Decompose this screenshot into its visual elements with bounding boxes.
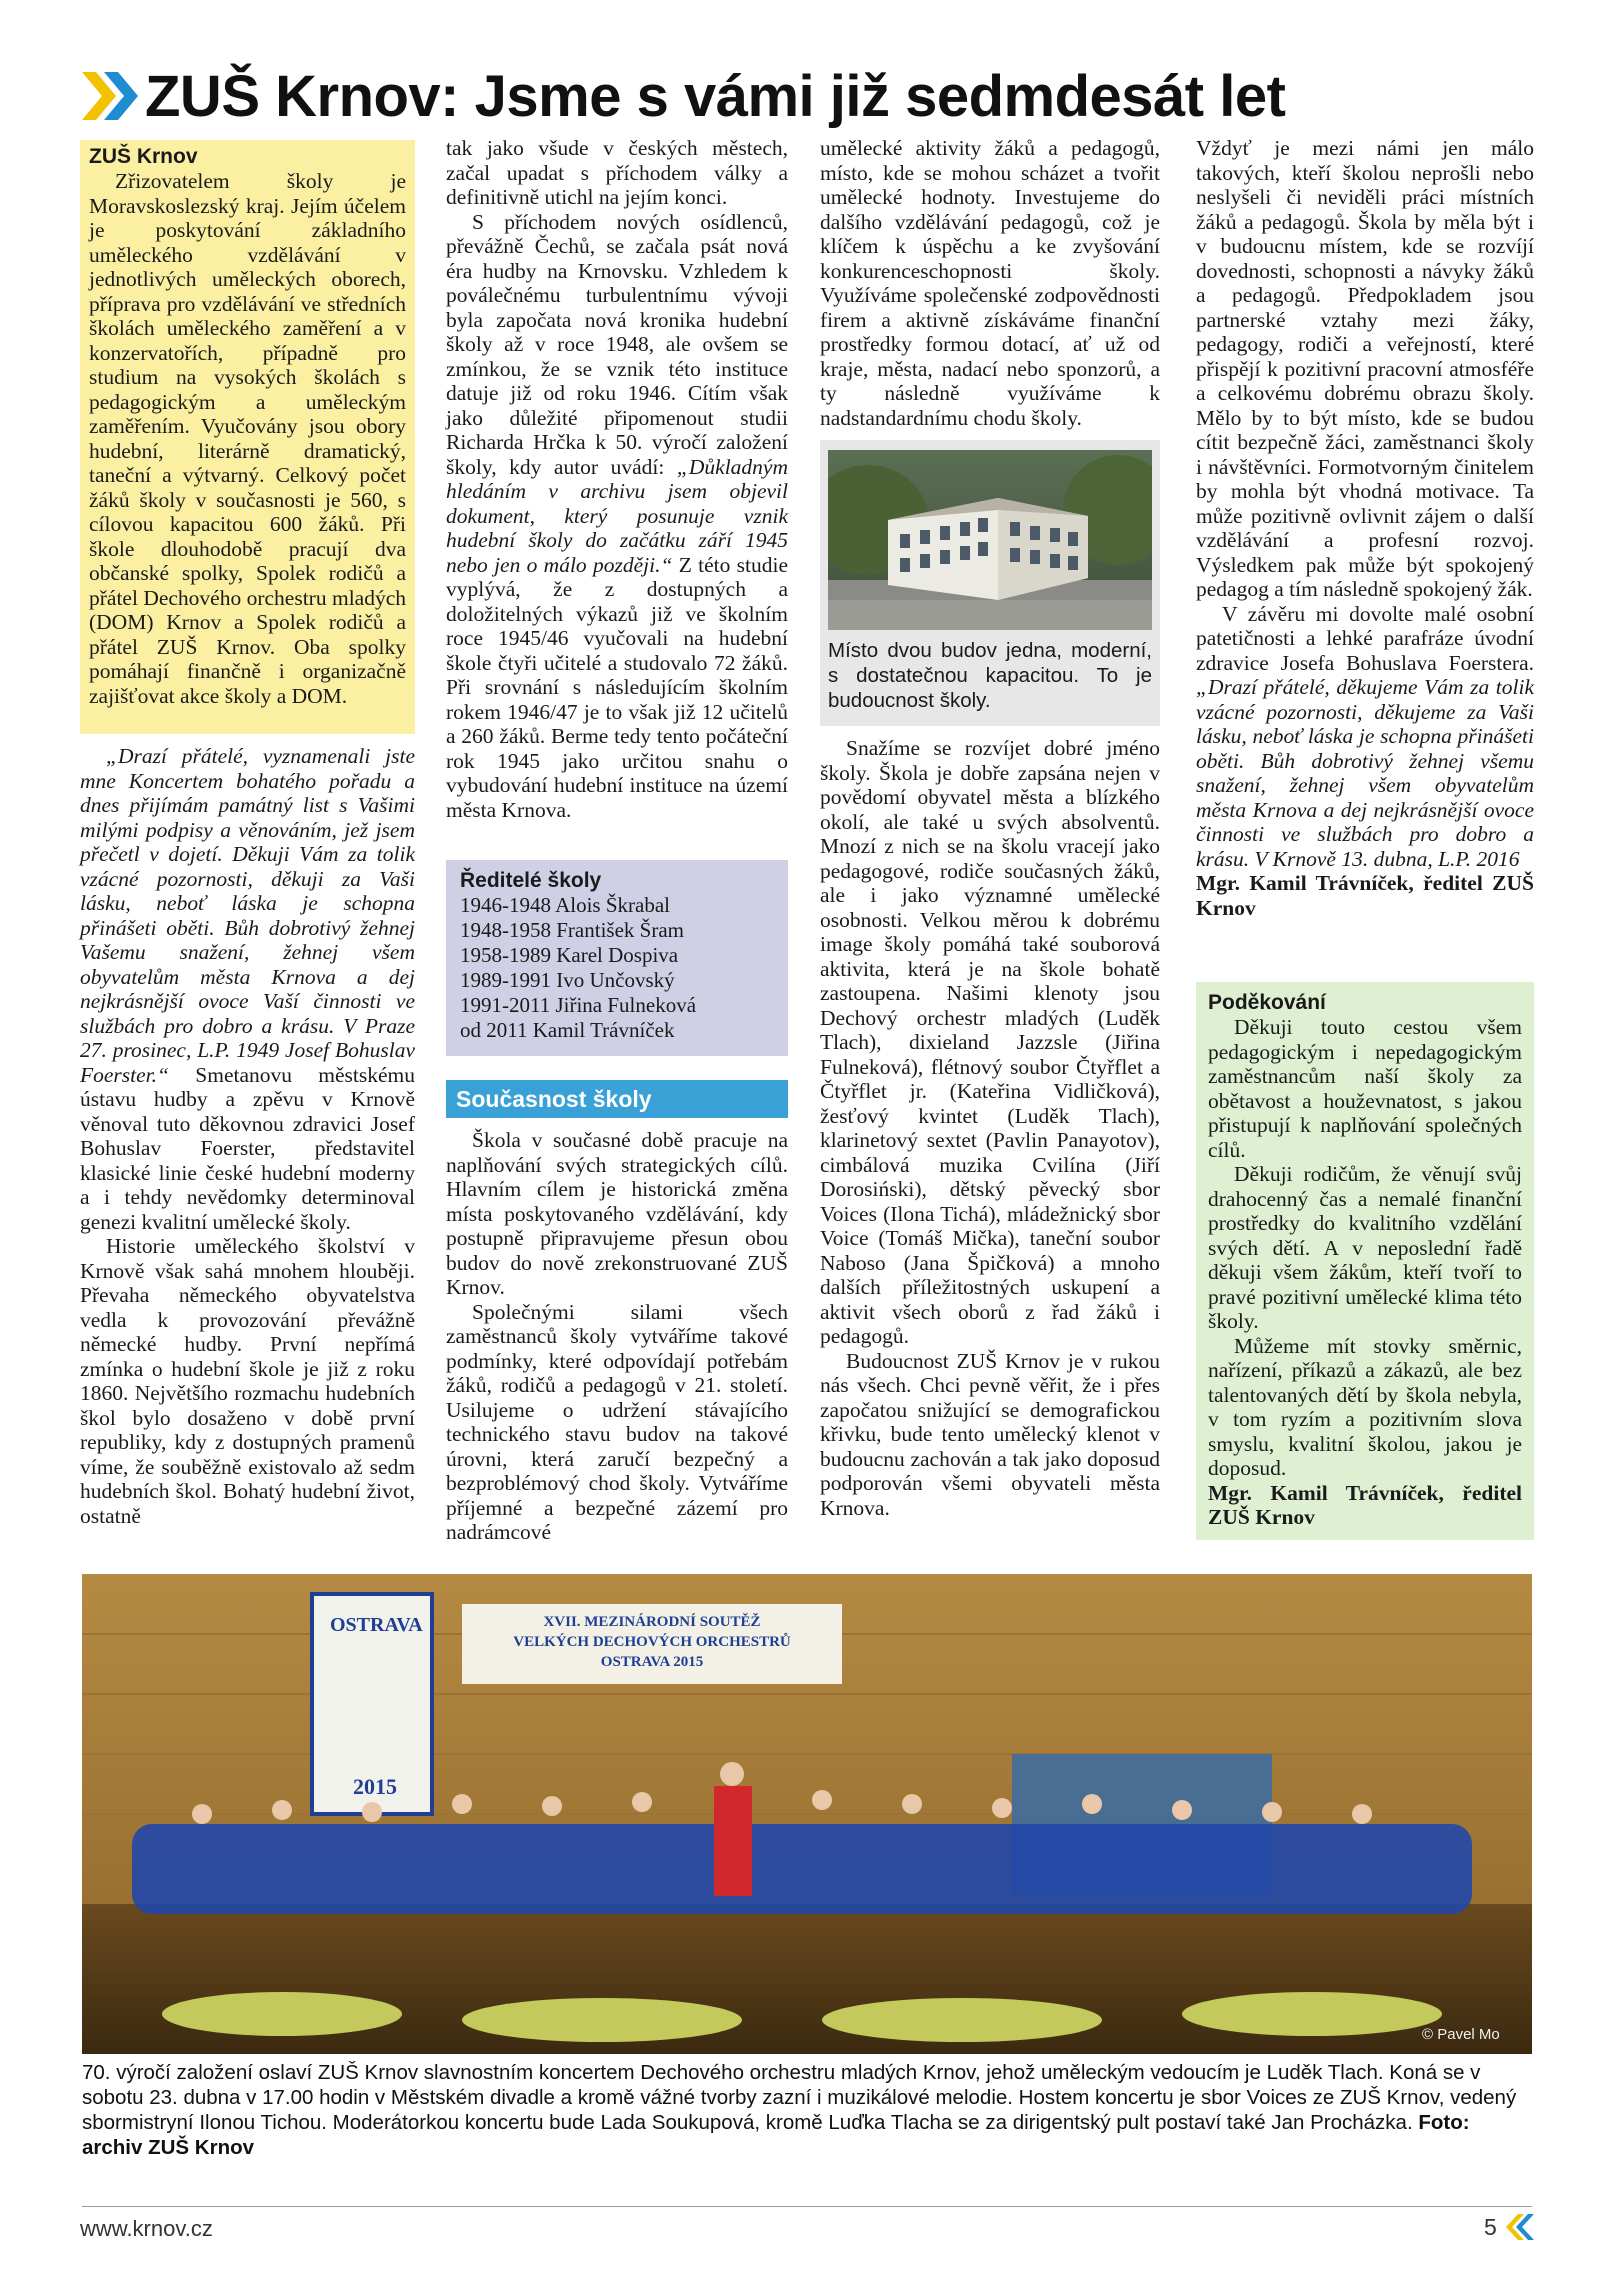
- footer-divider: [82, 2206, 1532, 2207]
- page-title: ZUŠ Krnov: Jsme s vámi již sedmdesát let: [145, 64, 1286, 129]
- col3-paragraph-1: Snažíme se rozvíjet dobré jméno školy. Škola je dobře zapsána nejen v povědomí obyvatel města a blízkého okolí, ale také u svých absolventů. Mnozí z nich se na školu vracejí jako pedagogové, rodiče současných žáků, ale i jako významné umělecké osobnosti. Velkou měrou k dobrému image školy pomáhá také souborová aktivita, která je na škole bohatě zastoupena. Našimi klenoty jsou Dechový orchestr mladých (Luděk Tlach), dixieland Jazzsle (Jiřina Fulneková), flétnový soubor Čtyřflet a Čtyřflet jr. (Kateřina Vidličková), žesťový kvintet (Luděk Tlach), klarinetový sextet (Pavlin Panayotov), cimbálová muzika Cvilína (Jiří Dorosiński), dětský pěvecký sbor Voices (Ilona Tichá), mládežnický sbor Voice (Tomáš Mička), taneční soubor Naboso (Jana Špičková) a mnoho dalších příležitostných uskupení a aktivit všech oborů z řad žáků i pedagogů.: [820, 736, 1160, 1348]
- photo-caption: Místo dvou budov jedna, moderní, s dostatečnou kapacitou. To je budoucnost školy.: [828, 639, 1152, 712]
- col4-paragraph-1: V závěru mi dovolte malé osobní patetičnosti a lehké parafráze úvodní zdravice Josefa Bohuslava Foerstera.: [1196, 601, 1534, 675]
- col3-paragraph-2: Budoucnost ZUŠ Krnov je v rukou nás všech. Chci pevně věřit, že i přes započatou snižující se demografickou křivku, bude tento umělecký klenot v budoucnu zachován a tak jako doposud podporován všemi obyvateli města Krnova.: [820, 1348, 1160, 1520]
- thanks-paragraph: Můžeme mít stovky směrnic, nařízení, příkazů a zákazů, ale bez talentovaných dětí by škola nebyla, v tom ryzím a pozitivním slova smyslu, kvalitní školou, jakou je doposud.: [1208, 1333, 1522, 1480]
- orchestra-photo: [82, 1574, 1532, 2054]
- photo-credit-watermark: © Pavel Mo: [1422, 2026, 1500, 2043]
- festival-logo-bottom: 2015: [353, 1774, 397, 1799]
- thanks-box: [1196, 982, 1534, 1540]
- col1-paragraph-1: Smetanovu městskému ústavu hudby a zpěvu v Krnově věnoval tuto děkovnou zdravici Josef Bohuslav Foerster, představitel klasické linie české hudební moderny a i tehdy nevědomky determinoval genezi kvalitní umělecké školy.: [80, 1062, 415, 1234]
- column-1: [80, 744, 415, 1528]
- thanks-paragraph: Děkuji rodičům, že věnují svůj drahocenný čas a nemalé finanční prostředky do kvalitního vzdělání svých dětí. A v neposlední řadě děkuji všem žákům, kteří tvoří to pravé pozitivní umělecké klima této školy.: [1208, 1162, 1522, 1333]
- column-4: [1196, 136, 1534, 920]
- section-banner-current: Současnost školy: [446, 1080, 788, 1118]
- foerster-quote: „Drazí přátelé, vyznamenali jste mne Koncertem bohatého pořadu a dnes přijímám památný list s Vašimi milými podpisy a věnováním, jež jsem přečetl v dojetí. Děkuji Vám za tolik vzácné pozornosti, děkuji za Vaši lásku, neboť láska je schopna přinášeti oběti. Bůh dobrotivý žehnej Vašemu snažení, žehnej všem obyvatelům města Krnova a dej nejkrásnější ovoce Vaší činnosti ve službách pro dobro a krásu. V Praze 27. prosinec, L.P. 1949 Josef Bohuslav Foerster.“: [80, 744, 415, 1087]
- director-item: 1948-1958 František Šram: [460, 918, 684, 942]
- col2-paragraph-1a: S příchodem nových osídlenců, převážně Čechů, se začala psát nová éra hudby na Krnovsku. Vzhledem k poválečnému turbulentnímu vývoji byla započata nová kronika hudební školy až v roce 1948, ale ovšem se zmínkou, že se vznik této instituce datuje již od roku 1946. Cítím však jako důležité připomenout studii Richarda Hrčka k 50. výročí založení školy, kdy autor uvádí:: [446, 209, 788, 479]
- building-rendering-image: [828, 450, 1152, 630]
- sign-line: XVII. MEZINÁRODNÍ SOUTĚŽ: [543, 1614, 761, 1630]
- director-item: od 2011 Kamil Trávníček: [460, 1018, 675, 1042]
- director-item: 1989-1991 Ivo Unčovský: [460, 968, 675, 992]
- column-3: [820, 136, 1160, 430]
- info-box-heading: ZUŠ Krnov: [89, 145, 198, 168]
- director-item: 1958-1989 Karel Dospiva: [460, 943, 679, 967]
- hrcek-quote: „Důkladným hledáním v archivu jsem objevil dokument, který posunuje vznik hudební školy do začátku září 1945 nebo jen o málo později.“: [446, 454, 788, 577]
- bottom-photo-caption: 70. výročí založení oslaví ZUŠ Krnov slavnostním koncertem Dechového orchestru mladých Krnov, jehož uměleckým vedoucím je Luděk Tlach. Koná se v sobotu 23. dubna v 17.00 hodin v Městském divadle a kromě vážné tvorby zazní i muzikálové melodie. Hostem koncertu je sbor Voices ze ZUŠ Krnov, vedený sbormistryní Ilonou Tichou. Moderátorkou koncertu bude Lada Soukupová, kromě Luďka Tlacha se za dirigentský pult postaví také Jan Procházka. Foto: archiv ZUŠ Krnov: [82, 2061, 1517, 2159]
- closing-quote: „Drazí přátelé, děkujeme Vám za tolik vzácné pozornosti, děkujeme za Vaši lásku, neboť láska je schopna přinášeti oběti. Bůh dobrotivý žehnej všemu snažení, žehnej všem obyvatelům města Krnova a dej nejkrásnější ovoce činnosti ve službách pro dobro a krásu. V Krnově 13. dubna, L.P. 2016: [1196, 675, 1534, 871]
- caption-credit: Foto: archiv ZUŠ Krnov: [82, 2111, 1470, 2159]
- directors-box: [446, 860, 788, 1056]
- col2-paragraph-0: tak jako všude v českých městech, začal upadat s příchodem války a definitivně utichl na jejím konci.: [446, 136, 788, 209]
- sign-line: OSTRAVA 2015: [600, 1654, 704, 1670]
- col2-paragraph-2: Škola v současné době pracuje na naplňování svých strategických cílů. Hlavním cílem je historická změna místa poskytovaného vzdělávání, kdy postupně připravujeme přesun obou budov do nově zrekonstruované ZUŠ Krnov.: [446, 1128, 788, 1299]
- col1-paragraph-2: Historie uměleckého školství v Krnově však sahá mnohem hlouběji. Převaha německého obyvatelstva vedla k provozování převážně německé hudby. První nepřímá zmínka o hudební škole je již z roku 1860. Největšího rozmachu hudebních škol bylo dosaženo v době první republiky, kdy z dostupných pramenů víme, že souběžně existovalo až sedm hudebních škol. Bohatý hudební život, ostatně: [80, 1234, 415, 1528]
- column-3-lower: [820, 736, 1160, 1520]
- double-chevron-right-icon: [82, 72, 140, 120]
- building-photo-frame: [820, 440, 1160, 726]
- thanks-signature: Mgr. Kamil Trávníček, ředitel ZUŠ Krnov: [1208, 1480, 1522, 1529]
- thanks-paragraph: Děkuji touto cestou všem pedagogickým i nepedagogickým zaměstnancům naší školy za obětavost a houževnatost, s jakou přistupují k naplňování společných cílů.: [1208, 1015, 1522, 1162]
- info-box-zus-krnov: [80, 140, 415, 734]
- info-box-text: Zřizovatelem školy je Moravskoslezský kraj. Jejím účelem je poskytování základního uměleckého vzdělávání v jednotlivých uměleckých oborech, příprava pro vzdělávání ve středních školách uměleckého zaměření a v konzervatořích, případně pro studium na vysokých školách s pedagogickým a uměleckým zaměřením. Vyučovány jsou obory hudební, literárně dramatický, taneční a výtvarný. Celkový počet žáků školy v současnosti je 560, s cílovou kapacitou 600 žáků. Při škole dlouhodobě pracují dva občanské spolky, Spolek rodičů a přátel Dechového orchestru mladých (DOM) Krnov a Spolek rodičů a přátel ZUŠ Krnov. Oba spolky pomáhají finančně i organizačně zajišťovat akce školy a DOM.: [89, 169, 406, 708]
- col3-paragraph-0: umělecké aktivity žáků a pedagogů, místo, kde se mohou scházet a tvořit umělecké hodnoty. Investujeme do dalšího vzdělávání pedagogů, což je klíčem k úspěchu a ke zvyšování konkurenceschopnosti školy. Využíváme společenské zodpovědnosti firem a aktivně získáváme finanční prostředky formou dotací, ať už od kraje, města, nadací nebo sponzorů, a ty následně využíváme k nadstandardnímu chodu školy.: [820, 136, 1160, 430]
- directors-heading: Ředitelé školy: [460, 869, 602, 892]
- footer-url: www.krnov.cz: [80, 2216, 213, 2241]
- col4-paragraph-0: Vždyť je mezi námi jen málo takových, kteří školou neprošli nebo neslyšeli či neviděli práci místních žáků a pedagogů. Škola by měla být i v budoucnu místem, kde se rozvíjí dovednosti, schopnosti a návyky žáků a pedagogů. Předpokladem jsou partnerské vztahy mezi žáky, pedagogy, rodiči a veřejností, které přispějí k pozitivní pracovní atmosféře a celkovému dobrému obrazu školy. Mělo by to být místo, kde se budou cítit bezpečně žáci, zaměstnanci školy i návštěvníci. Formotvorným činitelem by mohla být vhodná motivace. Ta může pozitivně ovlivnit zájem o další vzdělávání a profesní rozvoj. Výsledkem pak může být spokojený pedagog a tím následně spokojený žák.: [1196, 136, 1534, 601]
- sign-line: VELKÝCH DECHOVÝCH ORCHESTRŮ: [513, 1634, 791, 1650]
- director-item: 1991-2011 Jiřina Fulneková: [460, 993, 697, 1017]
- festival-sign: [462, 1612, 842, 1672]
- signature: Mgr. Kamil Trávníček, ředitel ZUŠ Krnov: [1196, 871, 1534, 920]
- column-2: [446, 136, 788, 822]
- double-chevron-left-icon: [1504, 2214, 1534, 2240]
- page-number: 5: [1484, 2214, 1497, 2240]
- column-2-lower: [446, 1128, 788, 1545]
- festival-logo-top: OSTRAVA: [330, 1614, 423, 1636]
- col2-paragraph-1b: Z této studie vyplývá, že z dostupných a doložitelných výkazů již ve školním roce 1945/46 vyučovali na hudební škole čtyři učitelé a studovalo 72 žáků. Při srovnání s následujícím školním rokem 1946/47 je to však již 12 učitelů a 260 žáků. Berme tedy tento počáteční rok 1945 jako určitou snahu o vybudování hudební instituce na území města Krnova.: [446, 552, 788, 822]
- director-item: 1946-1948 Alois Škrabal: [460, 893, 670, 917]
- col2-paragraph-3: Společnými silami všech zaměstnanců školy vytváříme takové podmínky, které odpovídají potřebám žáků, rodičů a pedagogů v 21. století. Usilujeme o udržení stávajícího technického stavu budov na takové úrovni, která zaručí bezpečný a bezproblémový chod školy. Vytváříme příjemné a bezpečné zázemí pro nadrámcové: [446, 1299, 788, 1544]
- thanks-heading: Poděkování: [1208, 991, 1326, 1014]
